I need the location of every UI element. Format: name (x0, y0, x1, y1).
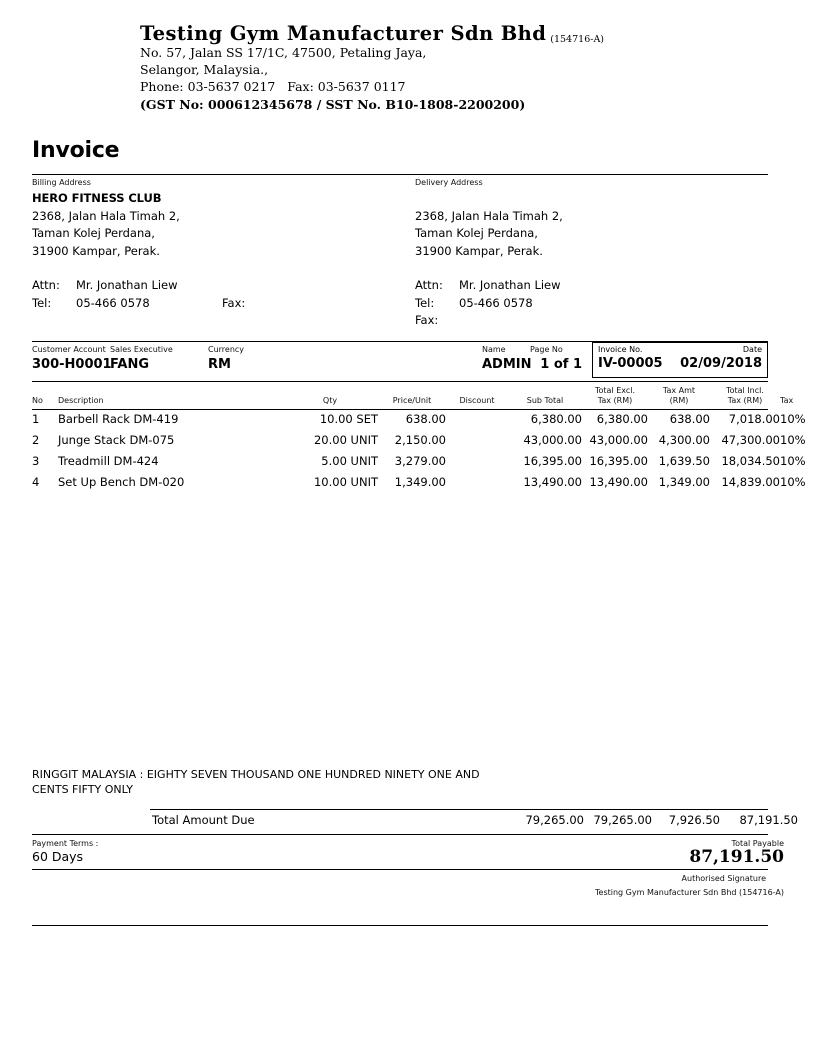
billing-address-label: Billing Address (32, 178, 91, 187)
cell-qty: 10.00 UNIT (313, 474, 378, 489)
cell-sub-total: 13,490.00 (523, 474, 582, 489)
delivery-tel-label: Tel: (415, 295, 435, 310)
items-body (32, 407, 808, 491)
cell-sub-total: 6,380.00 (530, 411, 582, 426)
delivery-attn-row (415, 277, 755, 295)
cell-price-unit: 638.00 (405, 411, 446, 426)
total-incl-tax-value: 87,191.50 (739, 813, 798, 827)
cell-total-incl-tax: 14,839.00 (721, 474, 780, 489)
cell-discount (446, 428, 508, 449)
payment-terms-value: 60 Days (32, 849, 84, 864)
col-no-header: No (32, 395, 43, 405)
cell-tax-amt: 4,300.00 (658, 432, 710, 447)
billing-attn-row (32, 277, 392, 295)
col-total-incl-tax-line2: Tax (RM) (727, 395, 763, 405)
cell-total-excl-tax: 13,490.00 (589, 474, 648, 489)
amount-in-words-line-2: CENTS FIFTY ONLY (32, 782, 133, 796)
cell-no: 3 (32, 453, 40, 468)
cell-qty: 10.00 SET (319, 411, 378, 426)
table-row (32, 428, 808, 449)
cell-description: Treadmill DM-424 (58, 453, 159, 468)
cell-total-incl-tax: 47,300.00 (721, 432, 780, 447)
sales-executive-label: Sales Executive (110, 345, 173, 354)
cell-no: 1 (32, 411, 40, 426)
payment-terms-label: Payment Terms : (32, 839, 99, 848)
info-bar-bottom-divider (32, 381, 768, 382)
billing-spacer (32, 260, 392, 277)
billing-address-line-2: Taman Kolej Perdana, (32, 226, 155, 240)
amount-in-words-line-1: RINGGIT MALAYSIA : EIGHTY SEVEN THOUSAND ONE HUNDRED NINETY ONE AND (32, 768, 480, 781)
billing-tel-row (32, 295, 392, 313)
delivery-address-block (415, 190, 755, 330)
items-head (32, 386, 808, 407)
billing-tel-value: 05-466 0578 (76, 295, 150, 310)
name-value: ADMIN (482, 357, 532, 372)
company-tax-numbers: (GST No: 000612345678 / SST No. B10-1808-2200200) (140, 97, 526, 112)
cell-tax-amt: 1,349.00 (658, 474, 710, 489)
cell-price-unit: 2,150.00 (394, 432, 446, 447)
page-title: Invoice (32, 138, 120, 163)
col-tax-amt-line2: (RM) (669, 395, 689, 405)
customer-account-cell (32, 345, 112, 373)
col-description-header: Description (58, 395, 104, 405)
page-bottom-divider (32, 925, 768, 926)
page-no-cell (530, 345, 582, 373)
cell-discount (446, 407, 508, 428)
cell-price-unit: 1,349.00 (394, 474, 446, 489)
cell-price-unit: 3,279.00 (394, 453, 446, 468)
total-sub-total-value: 79,265.00 (525, 813, 584, 827)
col-total-excl-tax-header (582, 386, 648, 407)
delivery-tel-value: 05-466 0578 (459, 295, 533, 310)
title-divider (32, 174, 768, 175)
col-price-unit-header: Price/Unit (392, 395, 432, 405)
currency-value: RM (208, 357, 231, 372)
delivery-fax-row (415, 312, 755, 330)
table-row (32, 407, 808, 428)
billing-tel-label: Tel: (32, 295, 52, 310)
col-total-excl-tax-line2: Tax (RM) (597, 395, 633, 405)
items-header-row (32, 386, 808, 407)
col-total-incl-tax-header (710, 386, 780, 407)
invoice-date-value: 02/09/2018 (680, 356, 762, 371)
cell-description: Set Up Bench DM-020 (58, 474, 185, 489)
billing-attn-value: Mr. Jonathan Liew (76, 278, 178, 292)
cell-tax: 10% (780, 411, 806, 426)
company-phone-fax: Phone: 03-5637 0217 Fax: 03-5637 0117 (140, 79, 406, 94)
cell-sub-total: 43,000.00 (523, 432, 582, 447)
cell-total-excl-tax: 16,395.00 (589, 453, 648, 468)
payable-bottom-divider (32, 869, 768, 870)
cell-no: 4 (32, 474, 40, 489)
items-grid (32, 386, 808, 491)
delivery-attn-value: Mr. Jonathan Liew (459, 278, 561, 292)
invoice-date-label: Date (742, 345, 762, 354)
col-sub-total-header: Sub Total (526, 395, 564, 405)
customer-account-value: 300-H0001 (32, 357, 112, 372)
cell-tax-amt: 1,639.50 (658, 453, 710, 468)
col-tax-amt-header (648, 386, 710, 407)
page-no-value: 1 of 1 (540, 357, 582, 372)
table-row (32, 449, 808, 470)
invoice-no-value: IV-00005 (598, 356, 663, 371)
cell-total-excl-tax: 6,380.00 (596, 411, 648, 426)
delivery-address-line-3: 31900 Kampar, Perak. (415, 243, 543, 258)
total-amount-due-label: Total Amount Due (152, 813, 255, 827)
delivery-address-line-2: Taman Kolej Perdana, (415, 226, 538, 240)
customer-account-label: Customer Account (32, 345, 106, 354)
cell-total-incl-tax: 7,018.00 (728, 411, 780, 426)
col-total-incl-tax-line1: Total Incl. (726, 386, 764, 395)
delivery-fax-label: Fax: (415, 313, 439, 327)
name-label: Name (482, 345, 506, 354)
company-name-row (140, 22, 760, 45)
currency-label: Currency (208, 345, 245, 354)
col-discount-header: Discount (459, 395, 495, 405)
col-tax-rate-header: Tax (780, 395, 794, 405)
billing-customer-name: HERO FITNESS CLUB (32, 191, 162, 205)
cell-tax: 10% (780, 474, 806, 489)
invoice-number-box (592, 342, 768, 378)
billing-address-block (32, 190, 392, 312)
company-registration-no: (154716-A) (550, 34, 605, 45)
cell-sub-total: 16,395.00 (523, 453, 582, 468)
delivery-address-line-1: 2368, Jalan Hala Timah 2, (415, 208, 563, 223)
col-tax-amt-line1: Tax Amt (662, 386, 696, 395)
items-top-divider (32, 409, 768, 410)
cell-qty: 5.00 UNIT (321, 453, 378, 468)
company-address-line-1: No. 57, Jalan SS 17/1C, 47500, Petaling Jaya, (140, 45, 427, 60)
cell-description: Barbell Rack DM-419 (58, 411, 179, 426)
delivery-spacer (415, 260, 755, 277)
cell-tax: 10% (780, 453, 806, 468)
signature-company-name: Testing Gym Manufacturer Sdn Bhd (154716-A) (595, 888, 784, 897)
cell-qty: 20.00 UNIT (313, 432, 378, 447)
currency-cell (208, 345, 244, 373)
invoice-no-label: Invoice No. (598, 345, 643, 354)
total-payable-label: Total Payable (731, 839, 784, 848)
cell-discount (446, 470, 508, 491)
table-row (32, 470, 808, 491)
amount-in-words (32, 768, 592, 797)
cell-total-excl-tax: 43,000.00 (589, 432, 648, 447)
sales-executive-cell (110, 345, 173, 373)
delivery-address-label: Delivery Address (415, 178, 483, 187)
cell-no: 2 (32, 432, 40, 447)
name-cell (482, 345, 532, 373)
cell-tax: 10% (780, 432, 806, 447)
sales-executive-value: FANG (110, 357, 149, 372)
col-qty-header: Qty (322, 395, 338, 405)
billing-fax-label: Fax: (222, 295, 246, 310)
total-tax-amount-value: 7,926.50 (668, 813, 720, 827)
cell-tax-amt: 638.00 (669, 411, 710, 426)
line-items-table (32, 386, 806, 491)
cell-total-incl-tax: 18,034.50 (721, 453, 780, 468)
col-total-excl-tax-line1: Total Excl. (594, 386, 636, 395)
cell-description: Junge Stack DM-075 (58, 432, 175, 447)
page-no-label: Page No (530, 345, 563, 354)
company-address-line-2: Selangor, Malaysia., (140, 61, 269, 77)
total-payable-value: 87,191.50 (689, 847, 784, 867)
total-due-top-divider (150, 809, 768, 810)
billing-address-line-3: 31900 Kampar, Perak. (32, 243, 160, 258)
delivery-tel-row (415, 295, 755, 313)
total-excl-tax-value: 79,265.00 (593, 813, 652, 827)
authorised-signature-label: Authorised Signature (681, 874, 766, 883)
billing-attn-label: Attn: (32, 278, 60, 292)
company-header (140, 22, 760, 114)
total-due-bottom-divider (32, 834, 768, 835)
cell-discount (446, 449, 508, 470)
delivery-customer-name (415, 190, 755, 208)
billing-address-line-1: 2368, Jalan Hala Timah 2, (32, 208, 180, 223)
delivery-attn-label: Attn: (415, 278, 443, 292)
company-name: Testing Gym Manufacturer Sdn Bhd (140, 22, 547, 45)
